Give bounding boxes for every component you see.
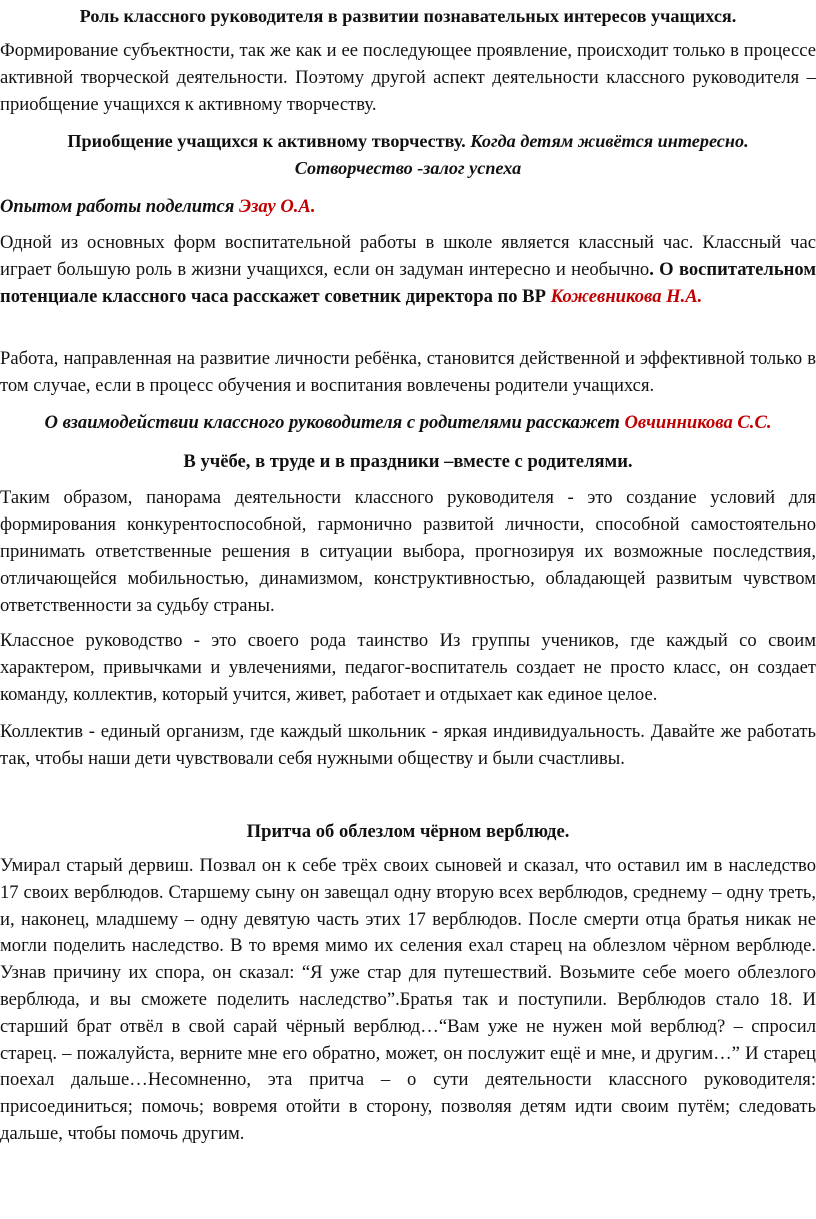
- section-heading-creativity: [0, 128, 816, 182]
- parents-paragraph: Работа, направленная на развитие личности ребёнка, становится действенной и эффективной только в том случае, если в процесс обучения и воспитания вовлечены родители учащихся.: [0, 348, 816, 396]
- heading-italic-part: Когда детям живётся интересно.: [465, 131, 749, 151]
- panorama-paragraph: Таким образом, панорама деятельности классного руководителя - это создание условий для формирования конкурентоспособной, гармонично развитой личности, способной самостоятельно принимать ответственные решения в ситуации выбора, прогнозируя их возможные последствия, отличающейся мобильностью, динамизмом, конструктивностью, обладающей развитым чувством ответственности за судьбу страны.: [0, 487, 816, 616]
- class-hour-presenter-name: Кожевникова Н.А.: [550, 286, 703, 307]
- document-title: Роль классного руководителя в развитии познавательных интересов учащихся.: [79, 6, 737, 26]
- heading-bold-part: Приобщение учащихся к активному творчеству.: [67, 131, 466, 151]
- parable-title: Притча об облезлом чёрном верблюде.: [246, 821, 570, 842]
- intro-paragraph: Формирование субъектности, так же как и ее последующее проявление, происходит только в процессе активной творческой деятельности. Поэтому другой аспект деятельности классного руководителя – приобщение учащихся к активному творчеству.: [0, 40, 816, 115]
- presenter-intro-text: Опытом работы поделится: [0, 196, 240, 217]
- presenter-name: Эзау О.А.: [239, 196, 316, 217]
- collective-paragraph: Коллектив - единый организм, где каждый школьник - яркая индивидуальность. Давайте же работать так, чтобы наши дети чувствовали себя нужными обществу и были счастливы.: [0, 721, 816, 769]
- presenter-line-1: [0, 193, 816, 220]
- class-guidance-paragraph: Классное руководство - это своего рода таинство Из группы учеников, где каждый со своим характером, привычками и увлечениями, педагог-воспитатель создает не просто класс, он создает команду, коллектив, который учится, живет, работает и отдыхает как единое целое.: [0, 630, 816, 705]
- section-heading-parents: В учёбе, в труде и в праздники –вместе с родителями.: [183, 451, 633, 472]
- presenter-line-2: [0, 409, 816, 436]
- class-hour-paragraph: [0, 229, 816, 310]
- heading-italic-line2: Сотворчество -залог успеха: [294, 158, 522, 178]
- class-hour-text: Одной из основных форм воспитательной работы в школе является классный час. Классный час играет большую роль в жизни учащихся, если он задуман интересно и необычно: [0, 232, 816, 280]
- interaction-presenter-name: Овчинникова С.С.: [624, 412, 772, 433]
- interaction-intro-text: О взаимодействии классного руководителя с родителями расскажет: [44, 412, 625, 433]
- parable-text: Умирал старый дервиш. Позвал он к себе трёх своих сыновей и сказал, что оставил им в наследство 17 своих верблюдов. Старшему сыну он завещал одну вторую всех верблюдов, среднему – одну треть, и, наконец, младшему – одну девятую часть этих 17 верблюдов. После смерти отца братья никак не могли поделить наследство. В то время мимо их селения ехал старец на облезлом чёрном верблюде. Узнав причину их спора, он сказал: “Я уже стар для путешествий. Возьмите себе моего облезлого верблюда, и вы сможете поделить наследство”.Братья так и поступили. Верблюдов стало 18. И старший брат отвёл в свой сарай чёрный верблюд…“Вам уже не нужен мой верблюд? – спросил старец. – пожалуйста, верните мне его обратно, может, он послужит ещё и мне, и другим…” И старец поехал дальше…Несомненно, эта притча – о сути деятельности классного руководителя: присоединиться; помочь; вовремя отойти в сторону, позволяя детям идти своим путём; следовать дальше, чтобы помочь другим.: [0, 855, 816, 1144]
- class-hour-bold: . О воспитательном потенциале классного часа расскажет советник директора по ВР: [0, 259, 816, 307]
